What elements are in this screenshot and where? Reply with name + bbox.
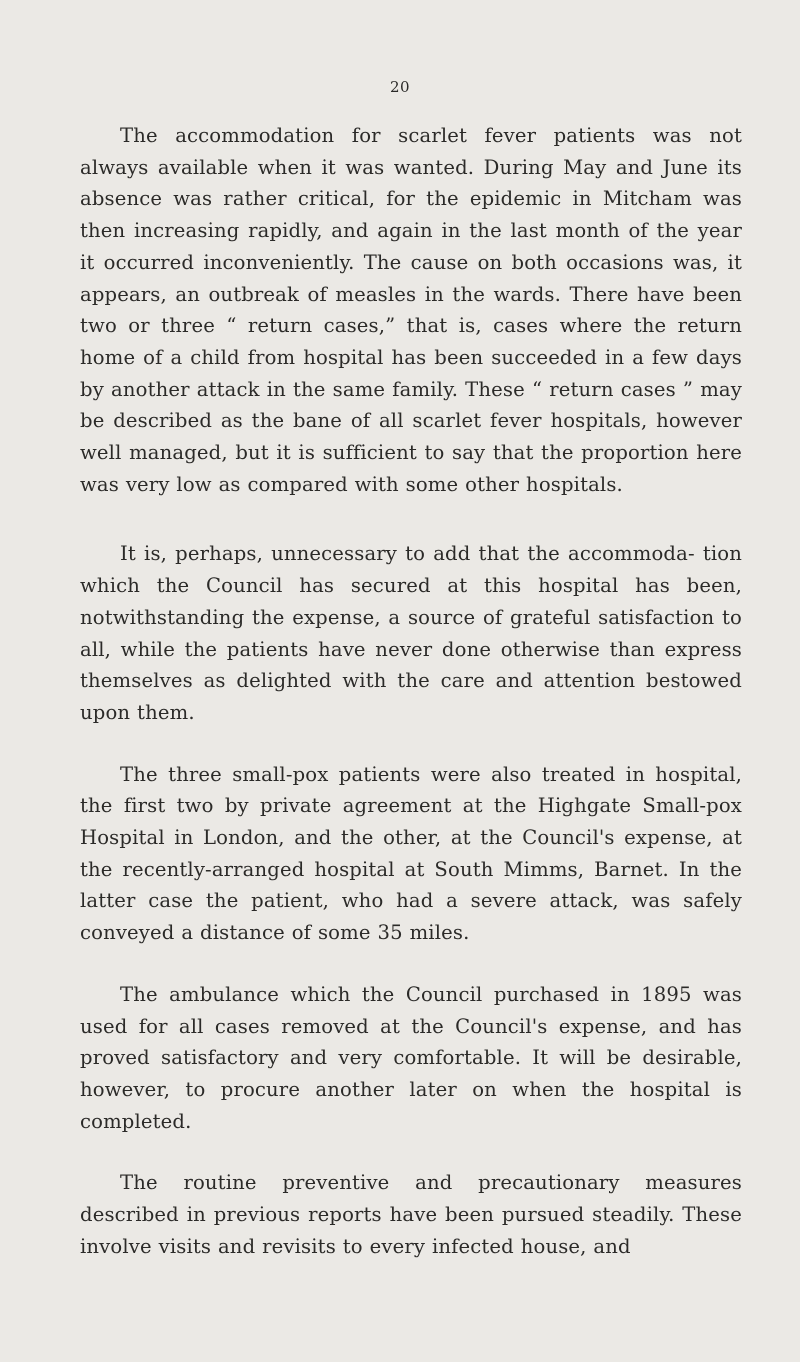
paragraph-council-accommodation: It is, perhaps, unnecessary to add that the accommoda- tion which the Council has secured at this hospital has been, notwithstanding the expense, a source of grateful satisfaction to all, while the patients have never done otherwise than express themselves as delighted with the care and attention bestowed upon them. [80, 542, 742, 724]
paragraph-preventive-measures: The routine preventive and precautionary measures described in previous reports have been pursued steadily. These involve visits and revisits to every infected house, and [80, 1171, 742, 1258]
page-number: 20 [389, 78, 411, 96]
paragraph-small-pox-patients: The three small-pox patients were also treated in hospital, the first two by private agreement at the Highgate Small-pox Hospital in London, and the other, at the Council's expense, at the recently-arranged hospital at South Mimms, Barnet. In the latter case the patient, who had a severe attack, was safely conveyed a distance of some 35 miles. [80, 762, 742, 945]
body-text [80, 120, 742, 1263]
paragraph-ambulance: The ambulance which the Council purchased in 1895 was used for all cases removed at the Council's expense, and has proved satisfactory and very comfortable. It will be desirable, however, to procure another later on when the hospital is completed. [80, 982, 742, 1133]
paragraph-scarlet-fever-accommodation: The accommodation for scarlet fever patients was not always available when it was wanted. During May and June its absence was rather critical, for the epidemic in Mitcham was then increasing rapidly, and again in the last month of the year it occurred inconveniently. The cause on both occasions was, it appears, an outbreak of measles in the wards. There have been two or three “ return cases,” that is, cases where the return home of a child from hospital has been succeeded in a few days by another attack in the same family. These “ return cases ” may be described as the bane of all scarlet fever hospitals, however well managed, but it is sufficient to say that the proportion here was very low as compared with some other hospitals. [80, 124, 742, 496]
